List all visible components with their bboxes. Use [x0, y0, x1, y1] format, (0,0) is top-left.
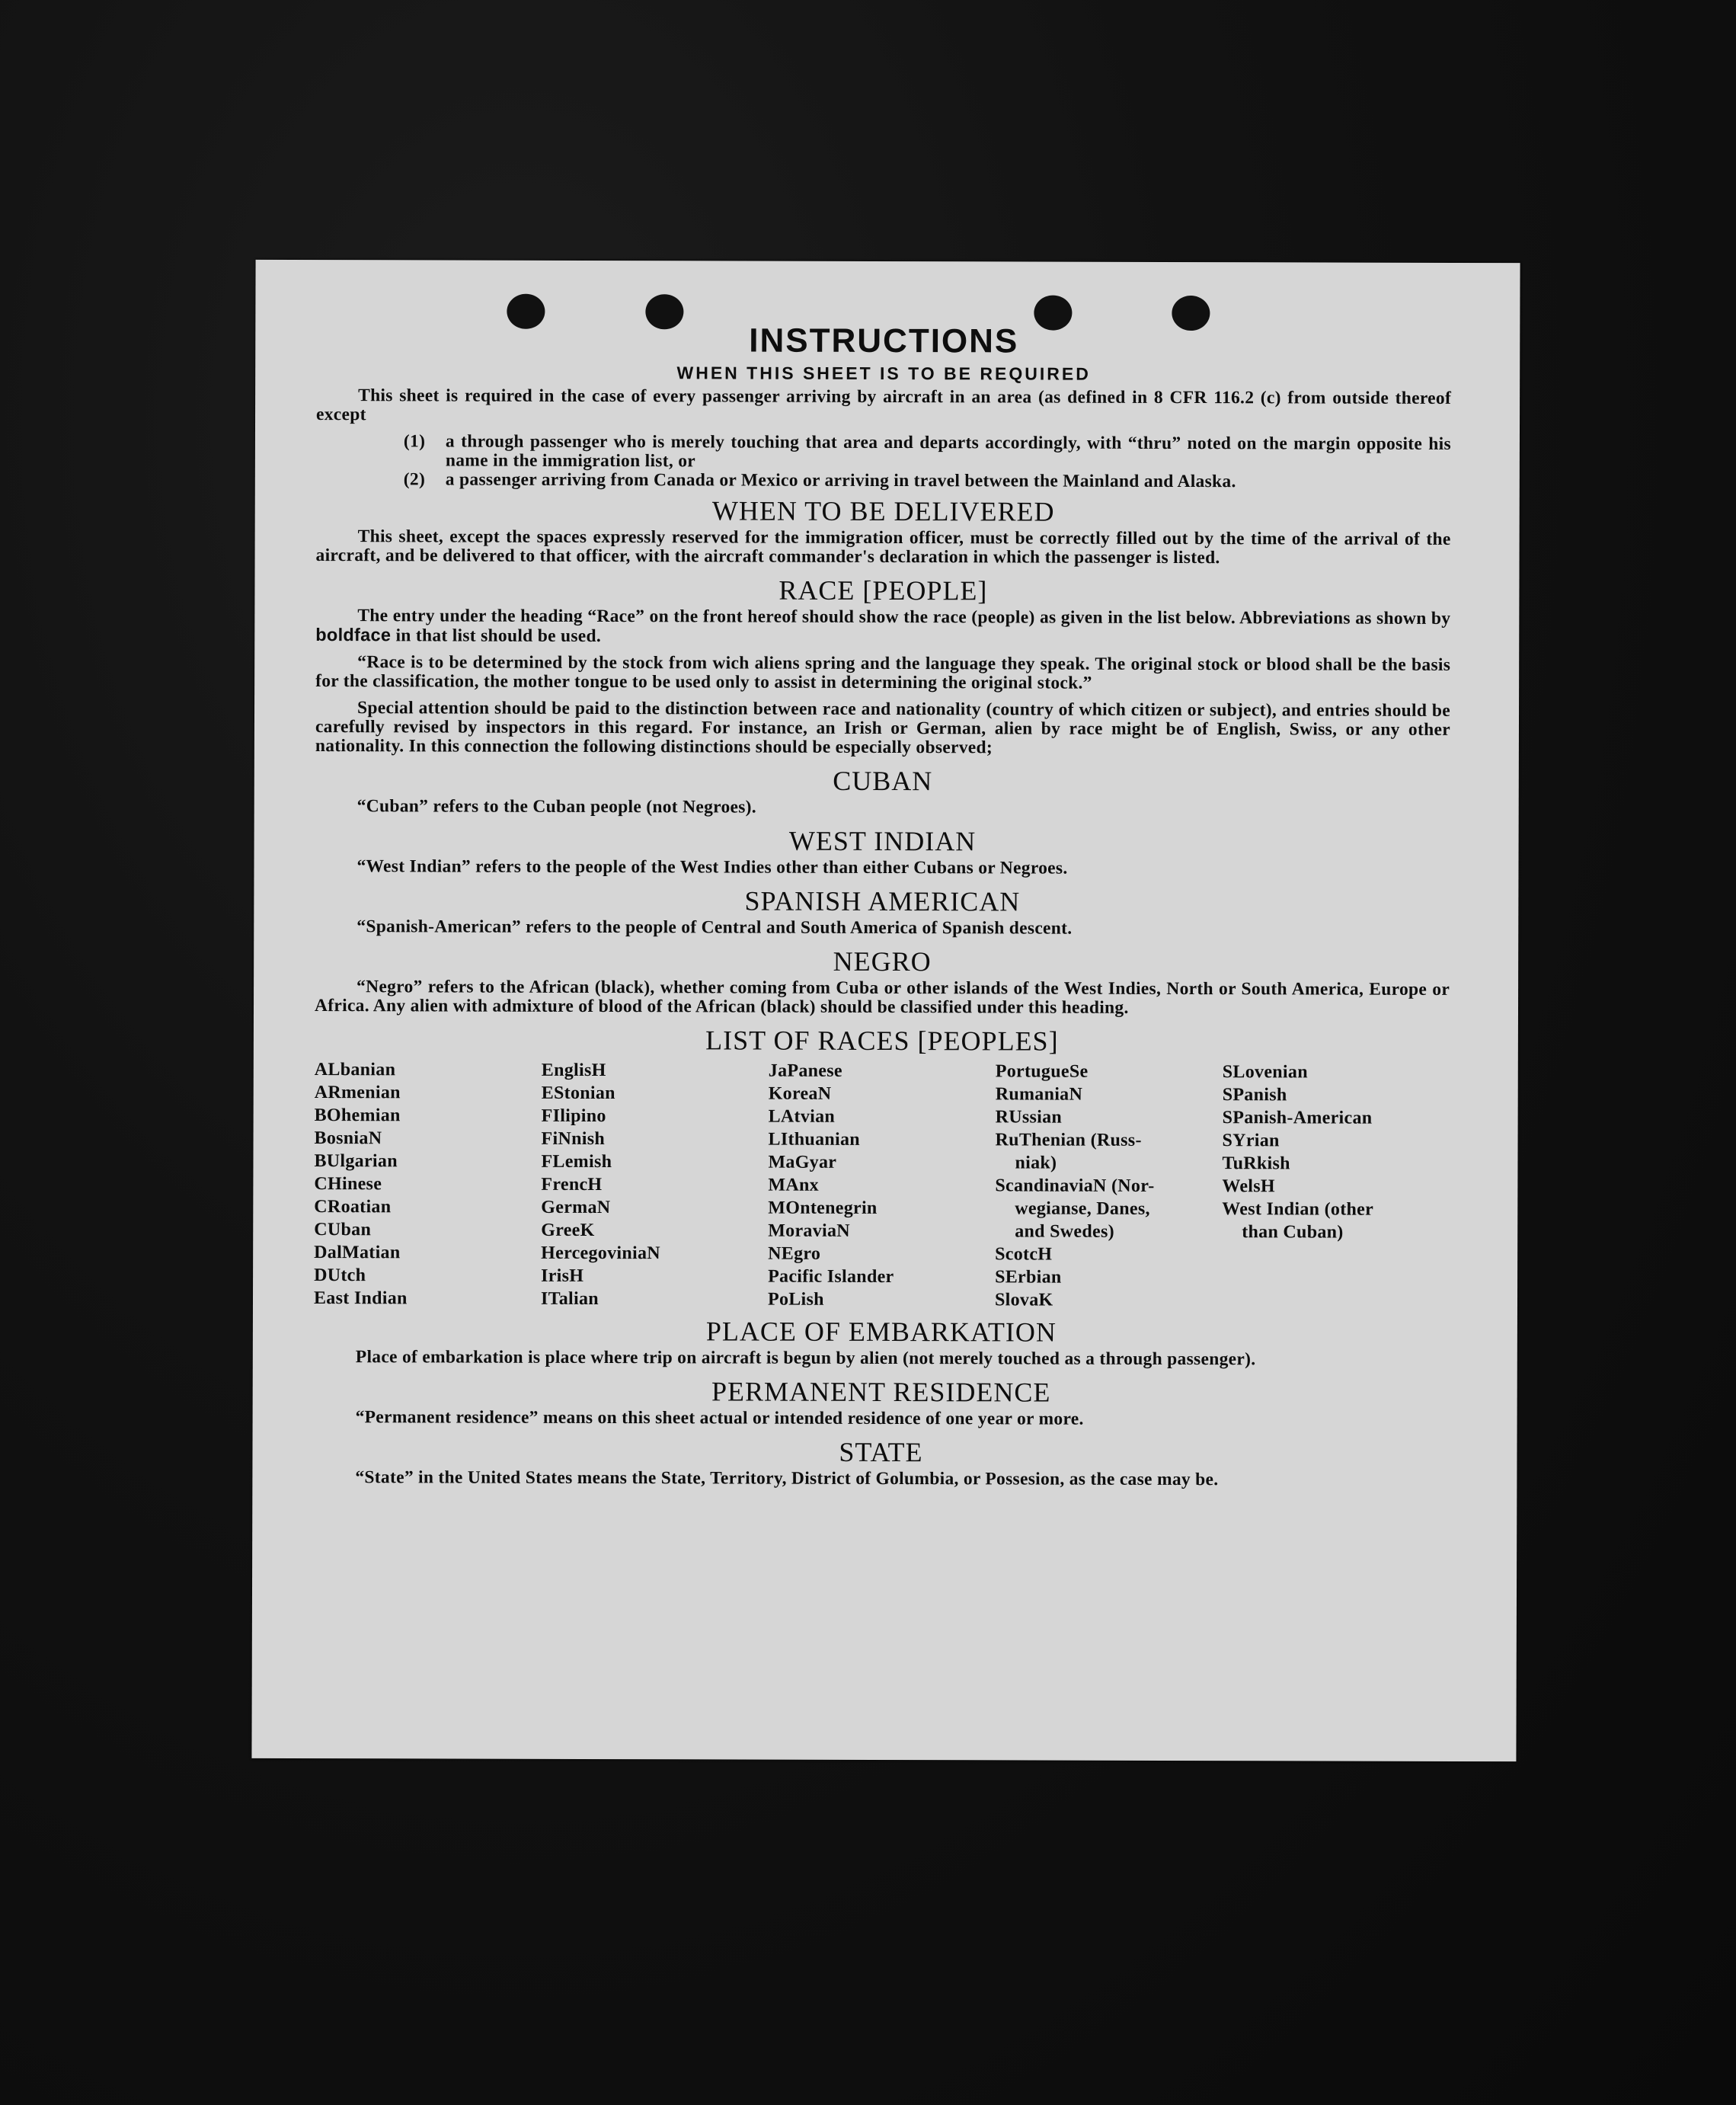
- race-entry: RUssian: [995, 1107, 1063, 1128]
- residence-paragraph: “Permanent residence” means on this sheet actual or intended residence of one year or more.: [355, 1407, 1084, 1429]
- heading-embarkation: PLACE OF EMBARKATION: [705, 1316, 1057, 1348]
- exception-text: a through passenger who is merely touching that area and departs accordingly, with “thru” noted on the margin opposite his name in the immigration list, or: [445, 431, 1451, 472]
- race-entry: LAtvian: [768, 1106, 836, 1127]
- race-entry: HercegoviniaN: [541, 1243, 660, 1264]
- races-column: [768, 1060, 996, 1312]
- race-entry: BUlgarian: [314, 1151, 398, 1172]
- west-indian-paragraph: “West Indian” refers to the people of the West Indies other than either Cubans or Negroes.: [356, 856, 1068, 878]
- race-entry: MaGyar: [768, 1152, 837, 1172]
- page-title: INSTRUCTIONS: [749, 322, 1019, 360]
- race-entry: NEgro: [768, 1243, 821, 1264]
- race-entry: GermaN: [541, 1197, 611, 1218]
- race-text-part: in that list should be used.: [391, 625, 602, 647]
- race-entry: FrencH: [541, 1174, 603, 1195]
- races-column: [541, 1059, 769, 1311]
- exception-number: (1): [403, 431, 426, 452]
- race-entry: FLemish: [541, 1151, 612, 1172]
- race-paragraph-3: Special attention should be paid to the distinction between race and nationality (country of which citizen or subject), and entries should be carefully revised by inspectors in this regard. For instance, an Irish or German, alien by race might be of English, Swiss, or any other nationality. In this connection the following distinctions should be especially observed;: [315, 698, 1451, 758]
- race-text-boldface: boldface: [315, 625, 392, 645]
- race-entry: and Swedes): [1015, 1221, 1114, 1242]
- race-entry: niak): [1015, 1153, 1057, 1173]
- race-entry: ScandinaviaN (Nor-: [995, 1176, 1155, 1196]
- race-entry: SlovaK: [994, 1290, 1053, 1310]
- embarkation-paragraph: Place of embarkation is place where trip on aircraft is begun by alien (not merely touched as a through passenger).: [355, 1347, 1256, 1370]
- race-entry: RuThenian (Russ-: [995, 1130, 1142, 1150]
- races-column: [995, 1060, 1223, 1312]
- races-column: [314, 1058, 542, 1310]
- races-column: [1222, 1060, 1450, 1313]
- race-paragraph-1: [315, 606, 1450, 648]
- race-entry: CHinese: [314, 1174, 382, 1195]
- instruction-sheet: [251, 260, 1520, 1761]
- race-entry: PortugueSe: [995, 1061, 1089, 1082]
- exception-item: [404, 432, 1451, 473]
- race-entry: SYrian: [1222, 1131, 1280, 1151]
- race-entry: SLovenian: [1222, 1062, 1308, 1083]
- race-entry: PoLish: [767, 1289, 824, 1310]
- race-entry: FiNnish: [541, 1128, 606, 1150]
- race-entry: MAnx: [768, 1175, 819, 1195]
- race-entry: Pacific Islander: [768, 1266, 894, 1288]
- race-entry: BosniaN: [314, 1128, 382, 1149]
- race-entry: MoraviaN: [768, 1220, 850, 1241]
- race-entry: RumaniaN: [995, 1084, 1083, 1105]
- race-entry: KoreaN: [768, 1083, 832, 1104]
- race-text-part: The entry under the heading “Race” on the front hereof should show the race (people) as given in the list below. Abbreviations as shown by: [357, 606, 1451, 629]
- race-entry: SPanish: [1222, 1085, 1287, 1105]
- race-entry: West Indian (other: [1222, 1199, 1374, 1220]
- race-entry: SPanish-American: [1222, 1108, 1373, 1128]
- heading-negro: NEGRO: [833, 945, 932, 977]
- state-paragraph: “State” in the United States means the State, Territory, District of Golumbia, or Possesion, as the case may be.: [355, 1467, 1219, 1490]
- when-delivered-paragraph: This sheet, except the spaces expressly reserved for the immigration officer, must be correctly filled out by the time of the arrival of the aircraft, and be delivered to that officer, with the aircraft commander's declaration in which the passenger is listed.: [315, 526, 1451, 568]
- heading-spanish-american: SPANISH AMERICAN: [744, 885, 1021, 917]
- instructions-body: [313, 321, 1451, 1498]
- heading-west-indian: WEST INDIAN: [788, 825, 977, 857]
- race-entry: DalMatian: [314, 1243, 401, 1263]
- race-entry: JaPanese: [768, 1060, 842, 1081]
- cuban-paragraph: “Cuban” refers to the Cuban people (not Negroes).: [356, 796, 757, 817]
- race-entry: ARmenian: [314, 1083, 401, 1103]
- exception-number: (2): [403, 469, 426, 490]
- heading-cuban: CUBAN: [833, 765, 933, 797]
- race-entry: SErbian: [995, 1267, 1062, 1288]
- race-entry: EStonian: [541, 1083, 615, 1104]
- exception-item: [404, 470, 1451, 492]
- heading-when-delivered: WHEN TO BE DELIVERED: [711, 495, 1055, 527]
- exceptions-list: [316, 432, 1451, 492]
- heading-list-of-races: LIST OF RACES [PEOPLES]: [705, 1025, 1059, 1057]
- exception-text: a passenger arriving from Canada or Mexico or arriving in travel between the Mainland and Alaska.: [445, 469, 1236, 492]
- section-subtitle: WHEN THIS SHEET IS TO BE REQUIRED: [676, 363, 1091, 384]
- intro-paragraph: This sheet is required in the case of every passenger arriving by aircraft in an area (as defined in 8 CFR 116.2 (c) from outside thereof except: [316, 385, 1452, 425]
- race-entry: TuRkish: [1222, 1153, 1290, 1174]
- race-entry: CRoatian: [314, 1197, 392, 1217]
- heading-permanent-residence: PERMANENT RESIDENCE: [711, 1376, 1051, 1408]
- race-paragraph-2: “Race is to be determined by the stock from wich aliens spring and the language they speak. The original stock or blood shall be the basis for the classification, the mother tongue to be used only to assist in determining the original stock.”: [315, 652, 1451, 693]
- race-entry: EnglisH: [541, 1060, 606, 1081]
- heading-state: STATE: [839, 1436, 923, 1468]
- race-entry: than Cuban): [1242, 1222, 1344, 1243]
- race-entry: FIlipino: [541, 1105, 606, 1127]
- race-entry: WelsH: [1222, 1176, 1275, 1197]
- race-entry: ScotcH: [995, 1244, 1053, 1265]
- spanish-american-paragraph: “Spanish-American” refers to the people of Central and South America of Spanish descent.: [356, 917, 1073, 939]
- race-entry: IrisH: [541, 1265, 584, 1286]
- race-entry: LIthuanian: [768, 1129, 860, 1150]
- race-entry: MOntenegrin: [768, 1198, 878, 1218]
- race-entry: ALbanian: [314, 1060, 396, 1080]
- race-entry: ITalian: [540, 1288, 599, 1310]
- heading-race: RACE [PEOPLE]: [778, 574, 988, 606]
- race-entry: East Indian: [313, 1288, 408, 1309]
- negro-paragraph: “Negro” refers to the African (black), whether coming from Cuba or other islands of the West Indies, North or South America, Europe or Africa. Any alien with admixture of blood of the African (black) should be classified under this heading.: [314, 977, 1450, 1018]
- races-table: [314, 1058, 1450, 1313]
- race-entry: DUtch: [314, 1265, 366, 1286]
- race-entry: CUban: [314, 1220, 372, 1240]
- race-entry: BOhemian: [314, 1105, 401, 1126]
- race-entry: wegianse, Danes,: [1015, 1198, 1150, 1219]
- race-entry: GreeK: [541, 1220, 595, 1240]
